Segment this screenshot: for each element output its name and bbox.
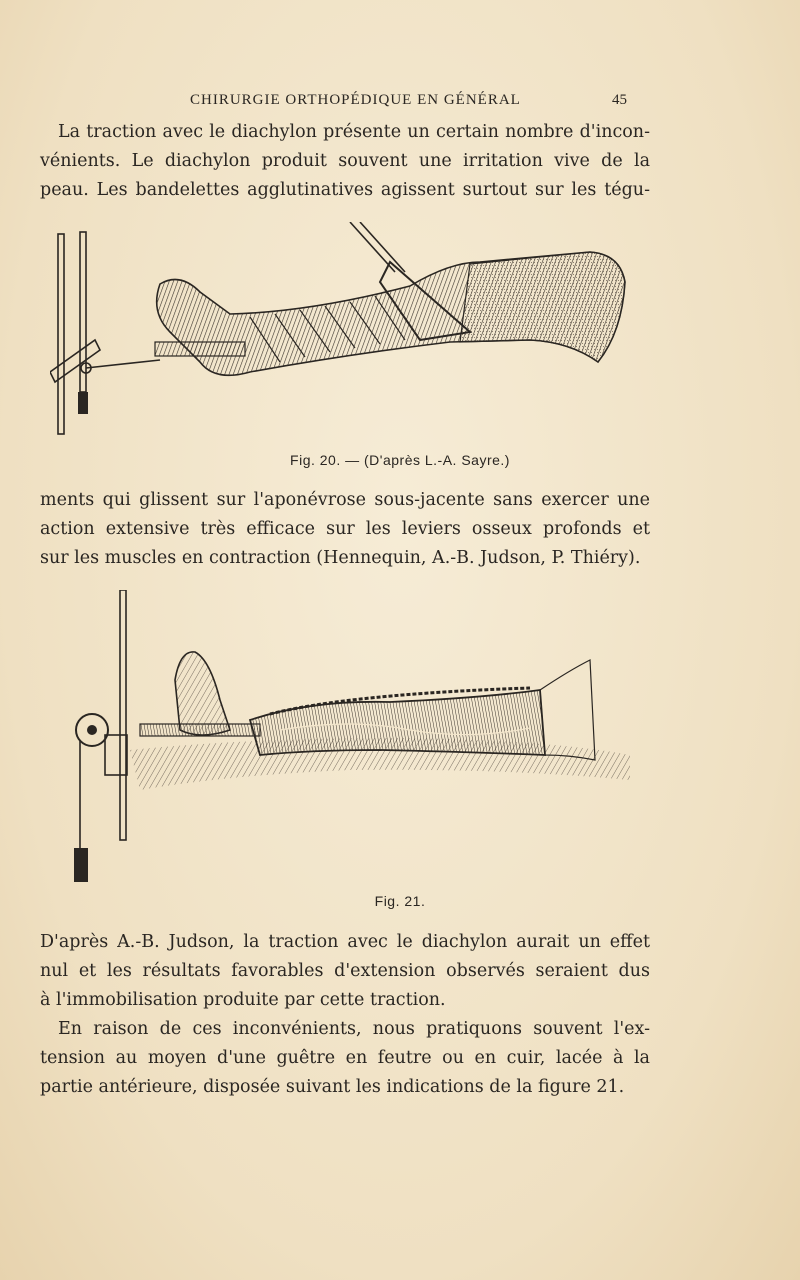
paragraph-4-line-2: tension au moyen d'une guêtre en feutre ou en cuir, lacée à la bbox=[40, 1048, 650, 1068]
paragraph-1-line-1: La traction avec le diachylon présente un certain nombre d'incon- bbox=[58, 122, 650, 142]
paragraph-4 bbox=[40, 1015, 650, 1102]
paragraph-2-line-1: ments qui glissent sur l'aponévrose sous-jacente sans exercer une bbox=[40, 490, 650, 510]
paragraph-4-line-3: partie antérieure, disposée suivant les indications de la figure 21. bbox=[40, 1077, 625, 1097]
paragraph-3-line-1: D'après A.-B. Judson, la traction avec le diachylon aurait un effet bbox=[40, 932, 650, 952]
figure-20-caption: Fig. 20. — (D'après L.-A. Sayre.) bbox=[290, 452, 510, 468]
paragraph-1-line-2: vénients. Le diachylon produit souvent une irritation vive de la bbox=[40, 151, 650, 171]
paragraph-2-line-3: sur les muscles en contraction (Hennequin, A.-B. Judson, P. Thiéry). bbox=[40, 548, 641, 568]
figure-20-illustration bbox=[50, 222, 630, 442]
paragraph-2 bbox=[40, 486, 650, 573]
paragraph-3 bbox=[40, 928, 650, 1015]
leg-gaiter-engraving-21 bbox=[50, 590, 630, 890]
paragraph-1 bbox=[40, 118, 650, 205]
paragraph-1-line-3: peau. Les bandelettes agglutinatives agissent surtout sur les tégu- bbox=[40, 180, 650, 200]
page-number: 45 bbox=[612, 92, 627, 108]
paragraph-3-line-3: à l'immobilisation produite par cette traction. bbox=[40, 990, 446, 1010]
paragraph-2-line-2: action extensive très efficace sur les leviers osseux profonds et bbox=[40, 519, 650, 539]
figure-21-illustration bbox=[50, 590, 630, 890]
running-title: CHIRURGIE ORTHOPÉDIQUE EN GÉNÉRAL bbox=[190, 92, 521, 108]
paragraph-4-line-1: En raison de ces inconvénients, nous pratiquons souvent l'ex- bbox=[58, 1019, 650, 1039]
figure-21-caption: Fig. 21. bbox=[374, 893, 426, 909]
leg-traction-engraving-20 bbox=[50, 222, 630, 442]
paragraph-3-line-2: nul et les résultats favorables d'extension observés seraient dus bbox=[40, 961, 650, 981]
running-head bbox=[0, 92, 800, 116]
